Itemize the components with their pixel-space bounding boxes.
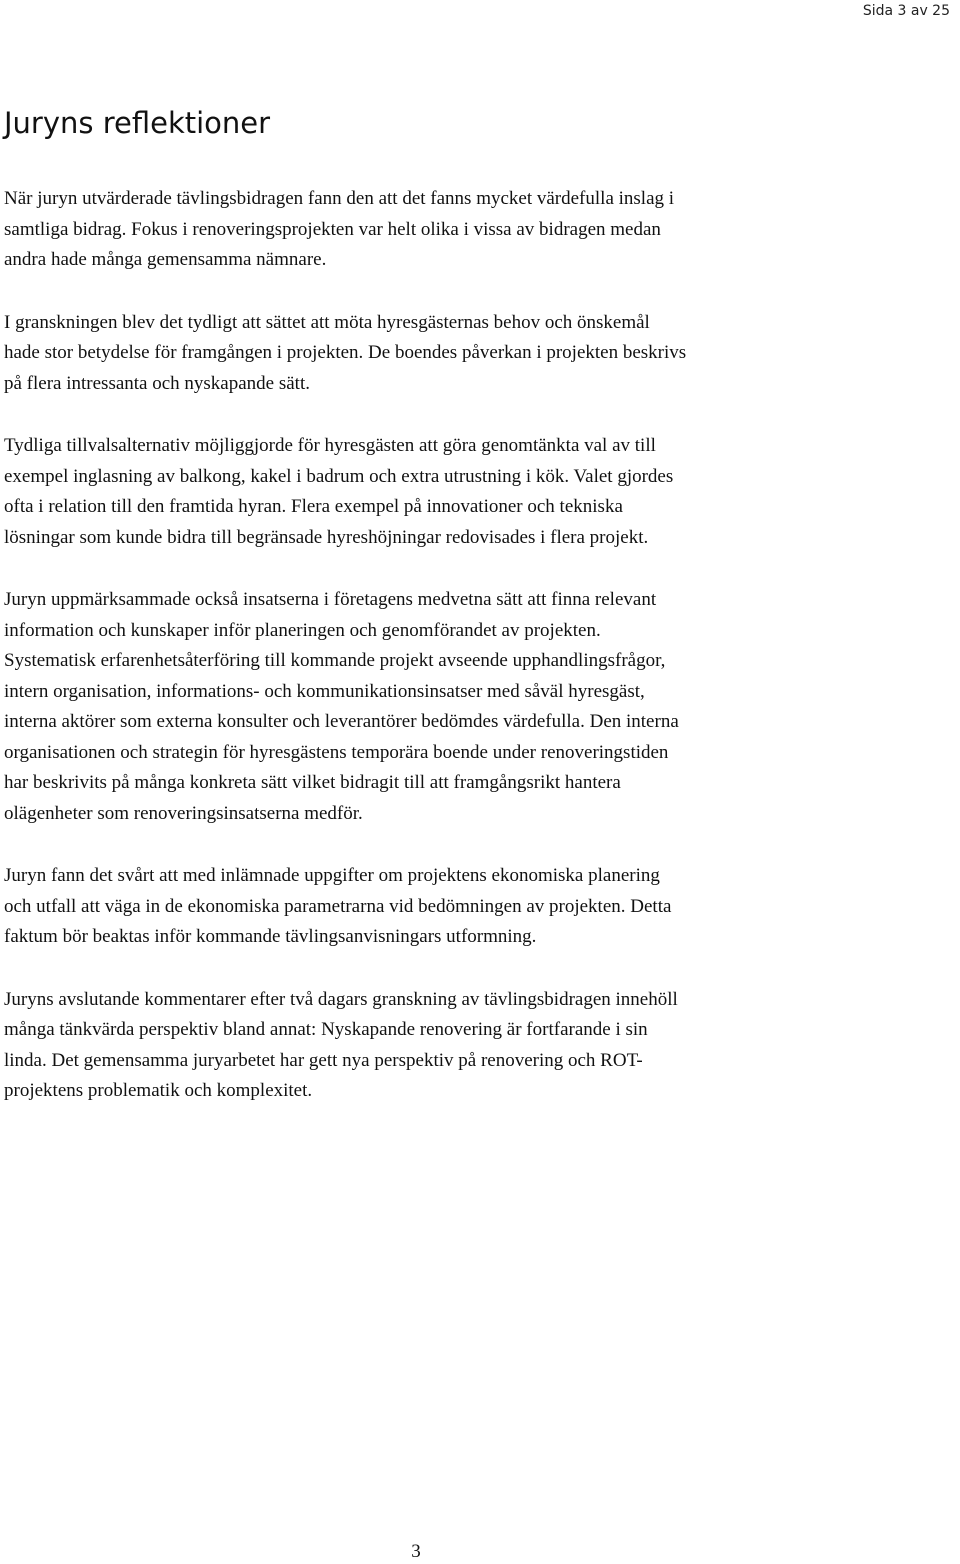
paragraph-line: Systematisk erfarenhetsåterföring till kommande projekt avseende upphandlingsfrågor, <box>4 650 666 671</box>
page-title: Juryns reflektioner <box>4 106 271 140</box>
paragraph-gap <box>4 953 884 985</box>
paragraph-gap <box>4 553 884 585</box>
paragraph-line: information och kunskaper inför planeringen och genomförandet av projekten. <box>4 619 601 641</box>
paragraph-line: Juryns avslutande kommentarer efter två dagars granskning av tävlingsbidragen innehöll <box>4 988 678 1010</box>
paragraph-line: När juryn utvärderade tävlingsbidragen fann den att det fanns mycket värdefulla inslag i <box>4 188 675 209</box>
paragraph-line: Tydliga tillvalsalternativ möjliggjorde för hyresgästen att göra genomtänkta val av till <box>4 435 656 456</box>
body-paragraph <box>4 585 884 829</box>
body-paragraph <box>4 861 884 953</box>
paragraph-line: och utfall att väga in de ekonomiska parametrarna vid bedömningen av projekten. Detta <box>4 895 672 917</box>
body-paragraph <box>4 184 884 276</box>
body-paragraph <box>4 308 884 400</box>
paragraph-line: olägenheter som renoveringsinsatserna medför. <box>4 802 363 824</box>
paragraph-line: exempel inglasning av balkong, kakel i badrum och extra utrustning i kök. Valet gjordes <box>4 465 674 487</box>
paragraph-line: på flera intressanta och nyskapande sätt. <box>4 372 310 394</box>
paragraph-line: linda. Det gemensamma juryarbetet har gett nya perspektiv på renovering och ROT- <box>4 1049 643 1071</box>
paragraph-gap <box>4 276 884 308</box>
paragraph-line: lösningar som kunde bidra till begränsade hyreshöjningar redovisades i flera projekt. <box>4 526 649 548</box>
paragraph-line: hade stor betydelse för framgången i projekten. De boendes påverkan i projekten beskrivs <box>4 342 687 363</box>
paragraph-line: ofta i relation till den framtida hyran. Flera exempel på innovationer och tekniska <box>4 496 623 517</box>
paragraph-line: Juryn fann det svårt att med inlämnade uppgifter om projektens ekonomiska planering <box>4 865 660 886</box>
paragraph-line: organisationen och strategin för hyresgästens temporära boende under renoveringstiden <box>4 741 669 763</box>
paragraph-line: intern organisation, informations- och kommunikationsinsatser med såväl hyresgäst, <box>4 680 645 702</box>
body-paragraph <box>4 431 884 553</box>
document-body <box>4 184 884 1107</box>
paragraph-line: många tänkvärda perspektiv bland annat: Nyskapande renovering är fortfarande i sin <box>4 1019 648 1040</box>
paragraph-line: samtliga bidrag. Fokus i renoveringsprojekten var helt olika i vissa av bidragen medan <box>4 218 661 240</box>
paragraph-line: I granskningen blev det tydligt att sättet att möta hyresgästernas behov och önskemål <box>4 311 650 333</box>
paragraph-line: interna aktörer som externa konsulter och leverantörer bedömdes värdefulla. Den interna <box>4 711 679 732</box>
paragraph-gap <box>4 829 884 861</box>
body-paragraph <box>4 985 884 1107</box>
paragraph-line: har beskrivits på många konkreta sätt vilket bidragit till att framgångsrikt hantera <box>4 772 621 793</box>
page-number: 3 <box>411 1541 421 1562</box>
paragraph-line: Juryn uppmärksammade också insatserna i företagens medvetna sätt att finna relevant <box>4 589 657 610</box>
paragraph-gap <box>4 399 884 431</box>
paragraph-line: andra hade många gemensamma nämnare. <box>4 249 327 270</box>
page-header-label: Sida 3 av 25 <box>862 3 950 19</box>
paragraph-line: projektens problematik och komplexitet. <box>4 1080 313 1101</box>
paragraph-line: faktum bör beaktas inför kommande tävlingsanvisningars utformning. <box>4 926 537 947</box>
